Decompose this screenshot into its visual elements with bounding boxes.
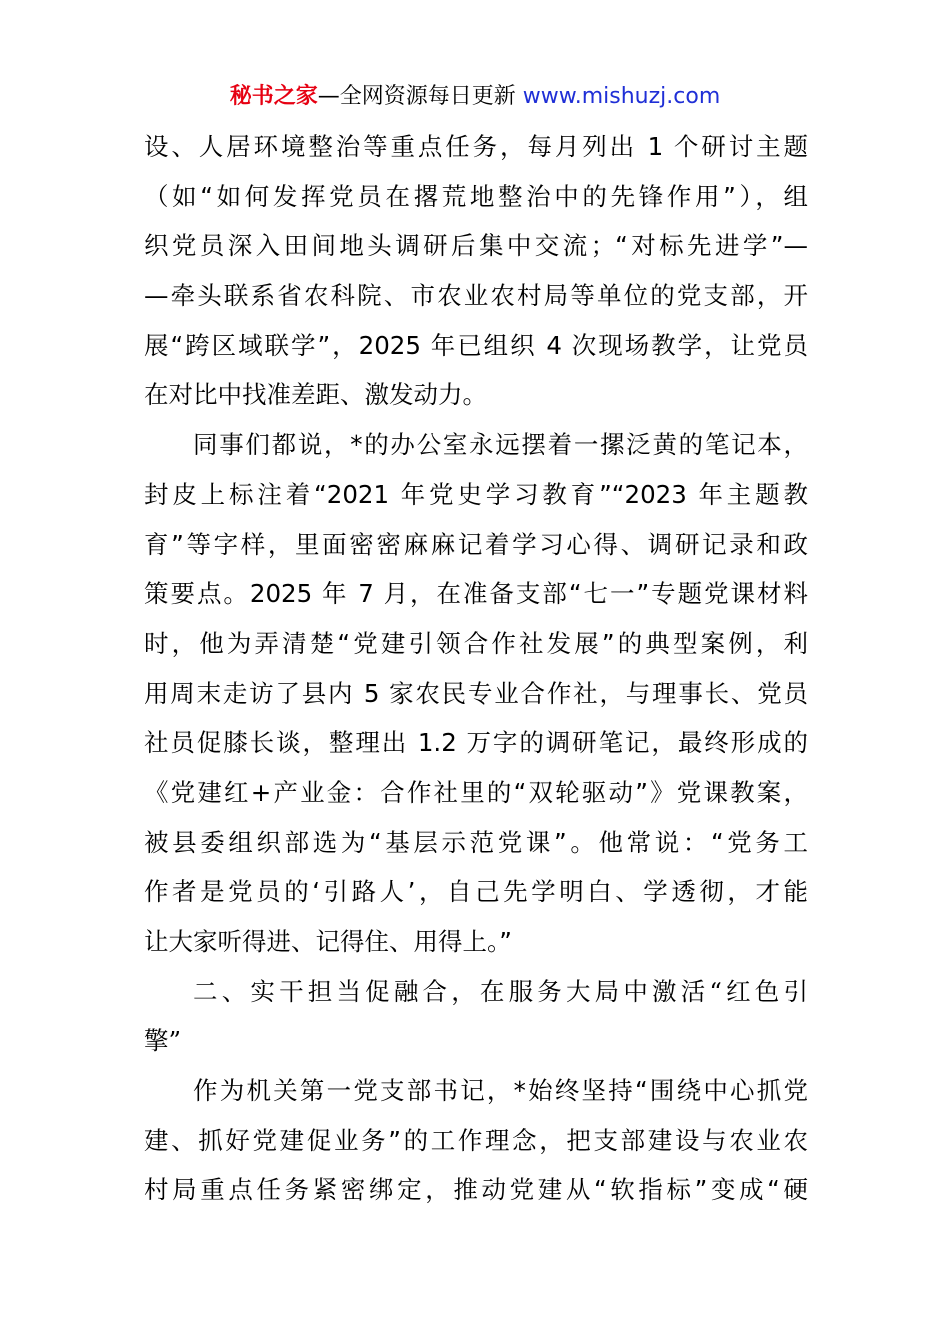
text-line: 织党员深入田间地头调研后集中交流；“对标先进学”—	[144, 231, 808, 261]
text-line: （如“如何发挥党员在撂荒地整治中的先锋作用”），组	[144, 181, 808, 211]
text-line: 被县委组织部选为“基层示范党课”。他常说：“党务工	[144, 827, 808, 857]
text-line: 时，他为弄清楚“党建引领合作社发展”的典型案例，利	[144, 628, 808, 658]
text-line: 在对比中找准差距、激发动力。	[144, 380, 487, 410]
section-heading-cont: 擎”	[144, 1026, 182, 1056]
section-heading: 二、实干担当促融合，在服务大局中激活“红色引	[193, 976, 808, 1006]
text-line: 封皮上标注着“2021 年党史学习教育”“2023 年主题教	[144, 479, 808, 509]
text-line: 作为机关第一党支部书记，*始终坚持“围绕中心抓党	[193, 1076, 808, 1106]
text-line: 让大家听得进、记得住、用得上。”	[144, 927, 512, 956]
text-line: 育”等字样，里面密密麻麻记着学习心得、调研记录和政	[144, 529, 808, 559]
text-line: 同事们都说，*的办公室永远摆着一摞泛黄的笔记本，	[193, 430, 808, 460]
text-line: —牵头联系省农科院、市农业农村局等单位的党支部，开	[144, 281, 808, 311]
page-header	[0, 80, 950, 114]
header-slogan: —全网资源每日更新	[317, 84, 523, 109]
text-line: 村局重点任务紧密绑定，推动党建从“软指标”变成“硬	[144, 1175, 808, 1205]
text-line: 《党建红+产业金：合作社里的“双轮驱动”》党课教案，	[144, 777, 808, 807]
text-line: 建、抓好党建促业务”的工作理念，把支部建设与农业农	[144, 1125, 808, 1155]
text-line: 作者是党员的‘引路人’，自己先学明白、学透彻，才能	[144, 877, 808, 907]
text-line: 用周末走访了县内 5 家农民专业合作社，与理事长、党员	[144, 678, 808, 708]
header-brand: 秘书之家	[229, 84, 318, 109]
text-line: 设、人居环境整治等重点任务，每月列出 1 个研讨主题	[144, 132, 808, 161]
text-line: 社员促膝长谈，整理出 1.2 万字的调研笔记，最终形成的	[144, 728, 808, 758]
text-line: 策要点。2025 年 7 月，在准备支部“七一”专题党课材料	[144, 579, 808, 609]
text-line: 展“跨区域联学”，2025 年已组织 4 次现场教学，让党员	[144, 330, 808, 360]
header-url[interactable]: www.mishuzj.com	[522, 84, 721, 109]
document-body	[144, 122, 808, 1215]
